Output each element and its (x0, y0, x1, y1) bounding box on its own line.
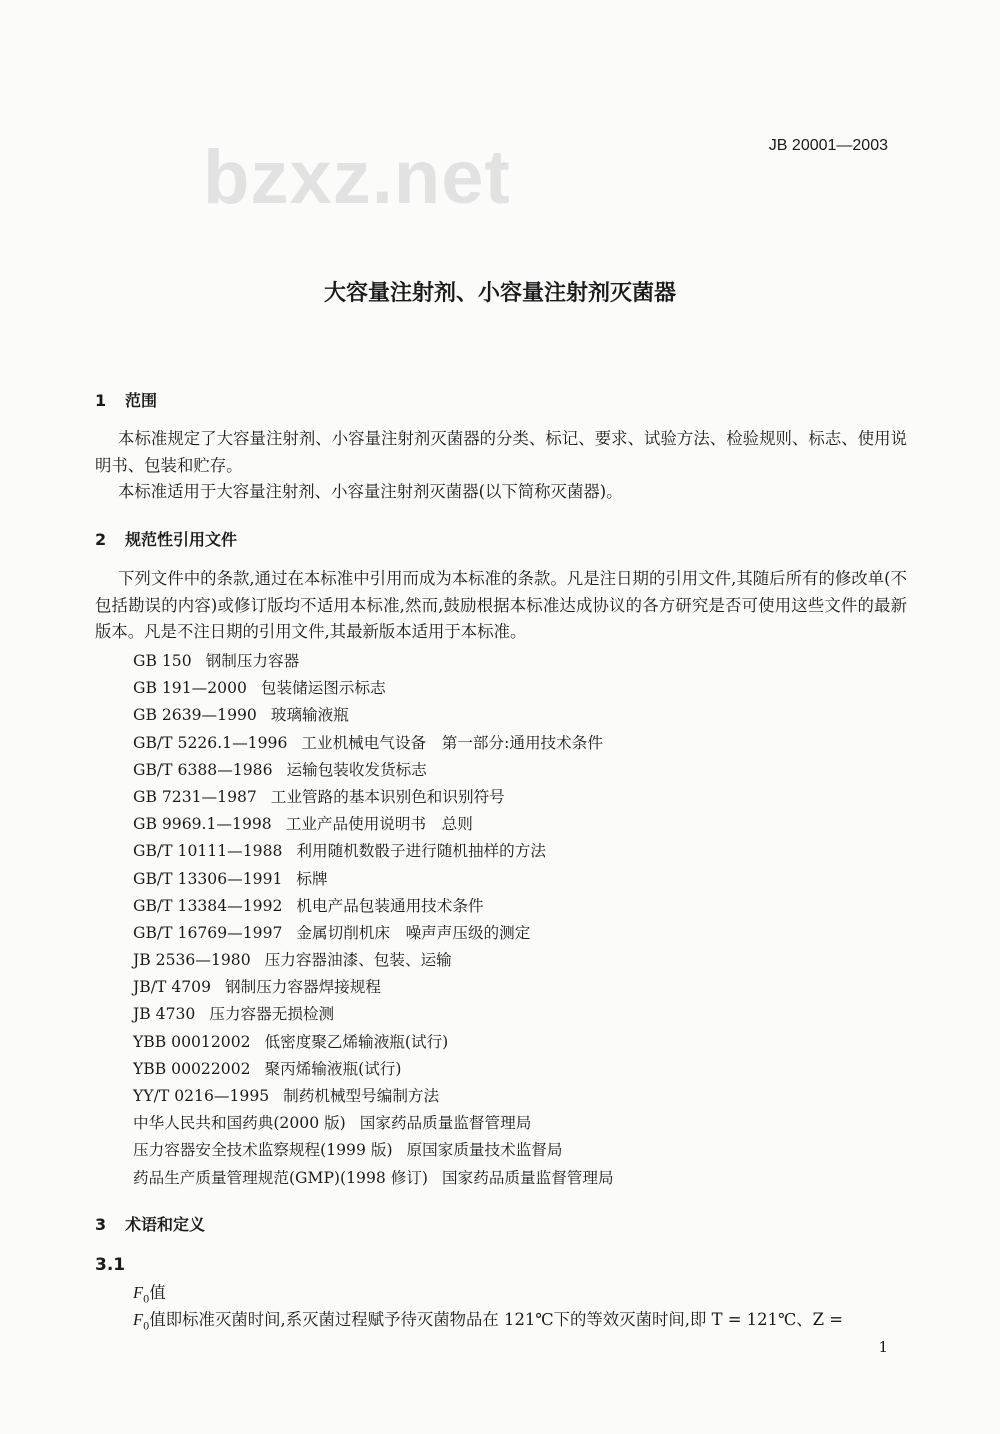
reference-code: JB 4730 (133, 1005, 196, 1024)
section-1-body (95, 426, 907, 506)
reference-code: JB 2536—1980 (133, 951, 251, 970)
document-title: 大容量注射剂、小容量注射剂灭菌器 (323, 281, 676, 306)
reference-code: GB 9969.1—1998 (133, 815, 272, 834)
reference-title: 国家药品质量监督管理局 (442, 1168, 614, 1187)
reference-title: 压力容器无损检测 (209, 1005, 335, 1024)
reference-item (133, 1083, 614, 1110)
reference-code: 中华人民共和国药典(2000 版) (133, 1114, 346, 1133)
section-1-heading: 1 范围 (95, 391, 158, 410)
reference-item (133, 838, 614, 865)
reference-title: 国家药品质量监督管理局 (359, 1114, 532, 1133)
reference-item (133, 811, 614, 838)
reference-code: GB 2639—1990 (133, 706, 257, 725)
reference-title: 钢制压力容器 (205, 652, 300, 670)
reference-title: 金属切削机床 噪声声压级的测定 (296, 923, 531, 942)
reference-code: GB/T 5226.1—1996 (133, 733, 288, 752)
reference-title: 标牌 (296, 869, 328, 888)
reference-title: 工业产品使用说明书 总则 (285, 815, 473, 834)
paragraph: 下列文件中的条款,通过在本标准中引用而成为本标准的条款。凡是注日期的引用文件,其随后所有的修改单(不包括勘误的内容)或修订版均不适用本标准,然而,鼓励根据本标准达成协议的各方研究是否可使用这些文件的最新版本。凡是不注日期的引用文件,其最新版本适用于本标准。 (95, 569, 907, 641)
reference-item (133, 1110, 614, 1137)
reference-title: 低密度聚乙烯输液瓶(试行) (264, 1032, 449, 1051)
reference-code: 压力容器安全技术监察规程(1999 版) (133, 1141, 393, 1160)
reference-item (133, 1165, 614, 1192)
reference-code: GB/T 16769—1997 (133, 923, 283, 942)
reference-code: GB 191—2000 (133, 679, 247, 698)
reference-title: 包装储运图示标志 (260, 679, 386, 698)
reference-code: GB/T 13384—1992 (133, 896, 283, 915)
reference-code: YBB 00022002 (133, 1059, 251, 1078)
paragraph: 本标准适用于大容量注射剂、小容量注射剂灭菌器(以下简称灭菌器)。 (118, 482, 623, 501)
reference-code: JB/T 4709 (133, 978, 212, 997)
reference-item (133, 757, 614, 784)
reference-code: YY/T 0216—1995 (133, 1087, 270, 1105)
reference-item (133, 1001, 614, 1028)
reference-item (133, 730, 614, 757)
reference-code: GB/T 13306—1991 (133, 869, 283, 888)
reference-title: 玻璃输液瓶 (270, 706, 349, 725)
reference-list (133, 648, 614, 1192)
reference-code: GB/T 10111—1988 (133, 842, 283, 861)
reference-title: 工业管路的基本识别色和识别符号 (270, 787, 505, 806)
section-2-body (95, 566, 907, 646)
reference-item (133, 866, 614, 893)
standard-number: JB 20001—2003 (768, 137, 888, 154)
section-3-heading: 3 术语和定义 (95, 1215, 206, 1234)
section-2-heading: 2 规范性引用文件 (95, 530, 238, 549)
reference-item (133, 893, 614, 920)
clause-3-1-definition: $F_0$值即标准灭菌时间,系灭菌过程赋予待灭菌物品在 121℃下的等效灭菌时间,即 T = 121℃、Z = (133, 1310, 843, 1333)
reference-code: YBB 00012002 (133, 1032, 251, 1051)
clause-3-1-number: 3.1 (95, 1255, 126, 1275)
reference-item (133, 702, 614, 729)
reference-item (133, 1137, 614, 1164)
reference-title: 聚丙烯输液瓶(试行) (264, 1059, 402, 1078)
reference-title: 运输包装收发货标志 (286, 760, 427, 779)
reference-item (133, 1056, 614, 1083)
reference-code: GB 150 (133, 652, 192, 670)
reference-title: 利用随机数骰子进行随机抽样的方法 (296, 842, 546, 861)
reference-item (133, 974, 614, 1001)
reference-code: 药品生产质量管理规范(GMP)(1998 修订) (133, 1168, 429, 1187)
watermark: bzxz.net (203, 135, 511, 220)
page-number: 1 (878, 1338, 888, 1356)
reference-title: 原国家质量技术监督局 (406, 1141, 563, 1160)
reference-item (133, 920, 614, 947)
reference-title: 钢制压力容器焊接规程 (225, 978, 381, 997)
reference-code: GB/T 6388—1986 (133, 760, 273, 779)
paragraph: 本标准规定了大容量注射剂、小容量注射剂灭菌器的分类、标记、要求、试验方法、检验规则、标志、使用说明书、包装和贮存。 (95, 429, 907, 475)
clause-3-1-term: $F_0$值 (133, 1283, 166, 1306)
reference-item (133, 675, 614, 702)
reference-title: 压力容器油漆、包装、运输 (264, 951, 452, 970)
reference-item (133, 1029, 614, 1056)
reference-code: GB 7231—1987 (133, 787, 257, 806)
reference-title: 工业机械电气设备 第一部分:通用技术条件 (301, 733, 603, 752)
reference-item (133, 784, 614, 811)
reference-title: 机电产品包装通用技术条件 (296, 896, 484, 915)
reference-title: 制药机械型号编制方法 (283, 1087, 440, 1105)
reference-item (133, 648, 614, 675)
reference-item (133, 947, 614, 974)
